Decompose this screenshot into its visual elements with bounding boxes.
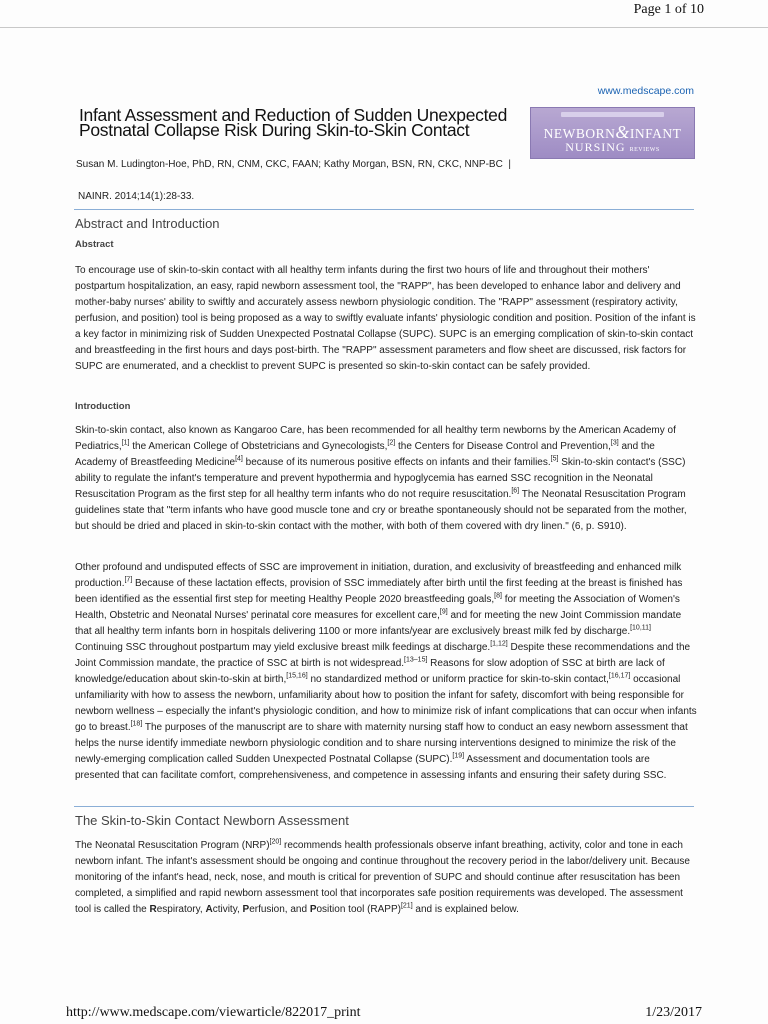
logo-stripe: [561, 112, 664, 117]
article-title: Infant Assessment and Reduction of Sudden Unexpected Postnatal Collapse Risk During Skin-to-Skin Contact: [79, 105, 508, 140]
footer-date: 1/23/2017: [645, 1005, 702, 1020]
section-divider: [74, 806, 694, 807]
section-divider: [74, 209, 694, 210]
assessment-paragraph: The Neonatal Resuscitation Program (NRP)[20] recommends health professionals observe infant breathing, activity, color and tone in each newborn infant. The infant's assessment should be ongoing and continue throughout the recovery period in the labor/delivery unit. Because monitoring of the infant's head, neck, nose, and mouth is critical for prevention of SUPC and should continue after resuscitation has been completed, a simplified and rapid newborn assessment tool that incorporates safe position requirements was developed. The assessment tool is called the Respiratory, Activity, Perfusion, and Position tool (RAPP)[21] and is explained below.: [75, 838, 690, 915]
subheading-abstract: Abstract: [75, 239, 114, 250]
logo-sub-text: NURSING REVIEWS: [565, 140, 660, 154]
abstract-paragraph: To encourage use of skin-to-skin contact with all healthy term infants during the first two hours of life and throughout their mothers' postpartum hospitalization, an easy, rapid newborn assessment tool, the "RAPP", has been developed to enhance labor and delivery and mother-baby nurses' ability to swiftly and accurately assess newborn physiologic condition. The "RAPP" assessment (respiratory activity, perfusion, and position) tool is being proposed as a way to swiftly evaluate infants' physiologic condition and position. Position of the infant is a key factor in minimizing risk of Sudden Unexpected Postnatal Collapse (SUPC). SUPC is an emerging complication of skin-to-skin contact and breastfeeding in the first hours and days post-birth. The "RAPP" assessment parameters and flow sheet are discussed, risk factors for SUPC are enumerated, and a checklist to prevent SUPC is presented so skin-to-skin contact can be safely provided.: [75, 265, 696, 372]
subheading-introduction: Introduction: [75, 401, 131, 412]
page-number: Page 1 of 10: [633, 2, 704, 17]
author-divider: |: [508, 159, 511, 170]
logo-main-text: NEWBORN&INFANT: [543, 122, 682, 142]
header-divider: [0, 27, 768, 28]
citation: NAINR. 2014;14(1):28-33.: [78, 191, 195, 202]
footer-url: http://www.medscape.com/viewarticle/822017_print: [66, 1005, 361, 1020]
section-heading-abstract-intro: Abstract and Introduction: [75, 216, 220, 231]
introduction-paragraph-1: Skin-to-skin contact, also known as Kangaroo Care, has been recommended for all healthy term newborns by the American Academy of Pediatrics,[1] the American College of Obstetricians and Gynecologists,[2] the Centers for Disease Control and Prevention,[3] and the Academy of Breastfeeding Medicine[4] because of its numerous positive effects on infants and their families.[5] Skin-to-skin contact's (SSC) ability to regulate the infant's temperature and prevent hypothermia and hypoglycemia has earned SSC recognition in the Neonatal Resuscitation Program as the first step for all healthy term infants who do not require resuscitation.[6] The Neonatal Resuscitation Program guidelines state that "term infants who have good muscle tone and cry or breathe spontaneously should not be separated from the mother, but should be dried and placed in skin-to-skin contact with the mother, with both of them covered with dry linen." (6, p. S910).: [75, 425, 687, 532]
section-heading-assessment: The Skin-to-Skin Contact Newborn Assessment: [75, 813, 349, 828]
journal-logo: [530, 107, 695, 159]
author-list: Susan M. Ludington-Hoe, PhD, RN, CNM, CKC, FAAN; Kathy Morgan, BSN, RN, CKC, NNP-BC |: [76, 159, 511, 170]
introduction-paragraph-2: Other profound and undisputed effects of SSC are improvement in initiation, duration, and exclusivity of breastfeeding and enhanced milk production.[7] Because of these lactation effects, provision of SSC immediately after birth until the first feeding at the breast is finished has been identified as the essential first step for meeting Healthy People 2020 breastfeeding goals,[8] for meeting the Association of Women's Health, Obstetric and Neonatal Nurses' perinatal core measures for excellent care,[9] and for meeting the new Joint Commission mandate that all healthy term infants born in hospitals delivering 1100 or more infants/year are exclusively breast milk fed by discharge.[10,11] Continuing SSC throughout postpartum may yield exclusive breast milk feedings at discharge.[1,12] Despite these recommendations and the Joint Commission mandate, the practice of SSC at birth is not widespread.[13–15] Reasons for slow adoption of SSC at birth are lack of knowledge/education about skin-to-skin at birth,[15,16] no standardized method or uniform practice for skin-to-skin contact,[16,17] occasional unfamiliarity with how to assess the newborn, unfamiliarity about how to position the infant for safety, discomfort with being responsible for newborn wellness – especially the infant's physiologic condition, and how to minimize risk of infant complications that can occur when infants go to breast.[18] The purposes of the manuscript are to share with maternity nursing staff how to conduct an easy newborn assessment that helps the nurse identify immediate newborn physiologic condition and to share nursing interventions designed to minimize the risk of the newly-emerging complication called Sudden Unexpected Postnatal Collapse (SUPC).[19] Assessment and documentation tools are presented that can facilitate comfort, comprehensiveness, and competence in assessing infants and ensuring their safety during SSC.: [75, 562, 697, 781]
site-link[interactable]: www.medscape.com: [597, 85, 694, 97]
